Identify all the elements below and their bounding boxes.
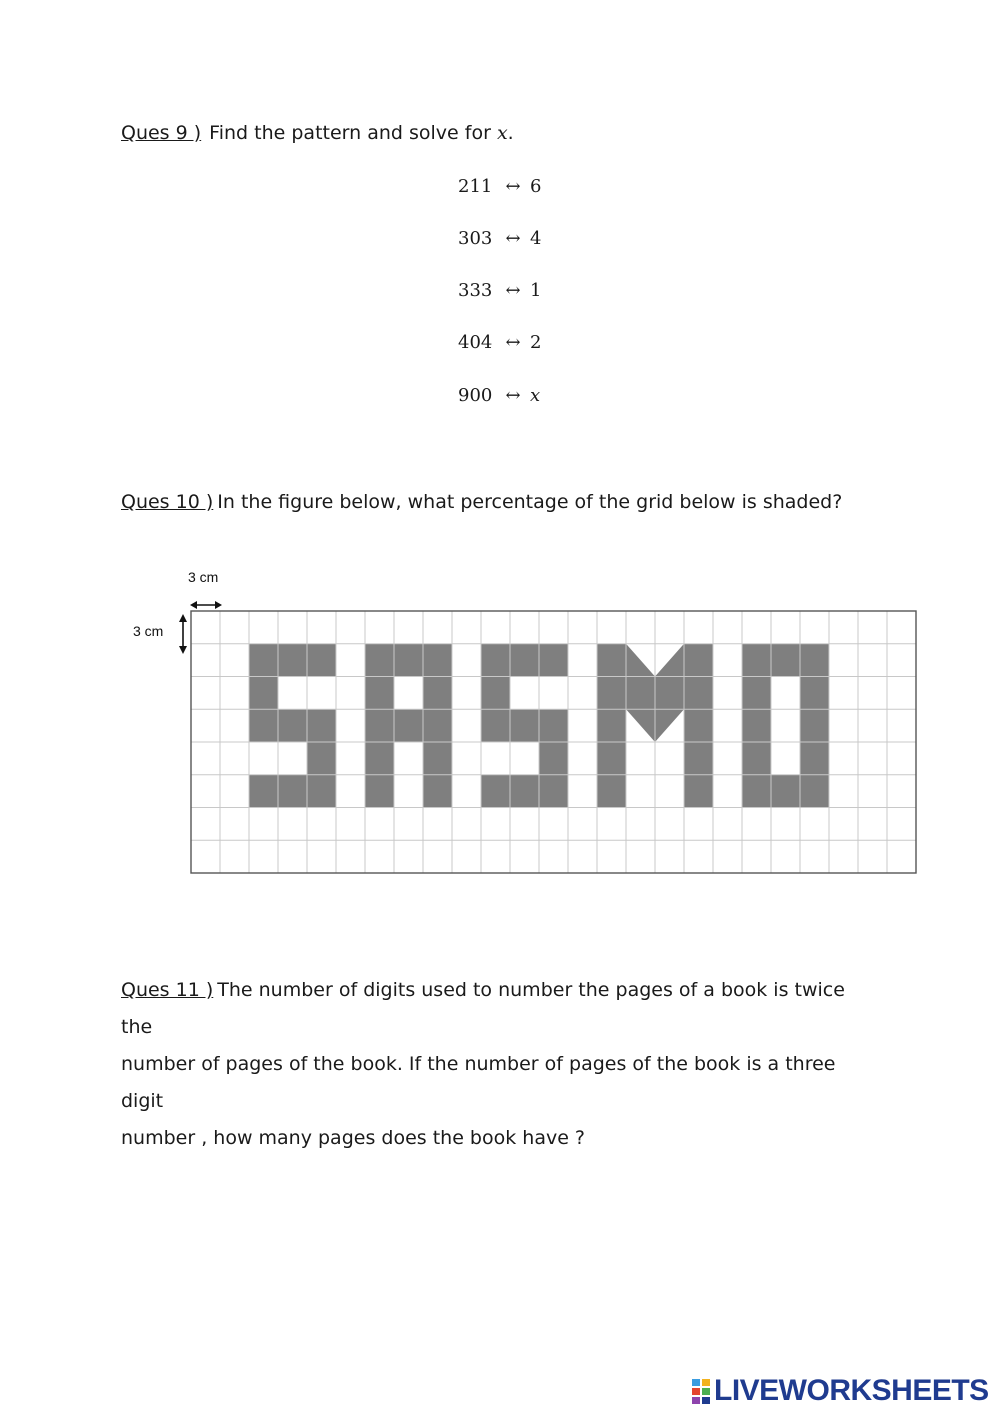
shaded-region: [249, 709, 336, 742]
shaded-region: [800, 677, 829, 775]
q10-prompt: In the figure below, what percentage of the grid below is shaded?: [217, 491, 843, 513]
double-arrow-icon: ↔: [505, 332, 521, 353]
double-arrow-icon: ↔: [505, 385, 521, 406]
q9-label: Ques 9 ): [121, 122, 202, 144]
pattern-input: 900: [458, 385, 493, 406]
q11-line-2: number of pages of the book. If the number of pages of the book is a three digit: [121, 1053, 836, 1112]
pattern-output: 2: [530, 332, 542, 353]
double-arrow-icon: ↔: [505, 280, 521, 301]
width-dimension-arrow-icon: [190, 601, 222, 609]
q9-prompt-end: .: [507, 122, 514, 144]
double-arrow-icon: ↔: [505, 176, 521, 197]
shaded-region: [742, 775, 829, 808]
q10-label: Ques 10 ): [121, 491, 214, 513]
shaded-region: [684, 644, 713, 808]
pattern-input: 333: [458, 280, 493, 301]
shaded-region: [249, 644, 336, 677]
q9-prompt: Find the pattern and solve for: [209, 122, 497, 144]
shaded-region: [481, 775, 568, 808]
q9-variable: x: [496, 122, 508, 144]
q11-label: Ques 11 ): [121, 979, 214, 1001]
pattern-output-unknown: x: [530, 385, 541, 406]
height-dimension-label: 3 cm: [133, 623, 164, 639]
shaded-region: [597, 644, 626, 808]
pattern-output: 6: [530, 176, 542, 197]
shaded-region: [742, 644, 829, 677]
pattern-output: 4: [530, 228, 542, 249]
shaded-region: [249, 775, 336, 808]
shaded-region: [481, 644, 568, 677]
q11-line-3: number , how many pages does the book have ?: [121, 1127, 586, 1149]
width-dimension-label: 3 cm: [188, 569, 219, 585]
pattern-input: 404: [458, 332, 493, 353]
brand-name: LIVEWORKSHEETS: [714, 1374, 989, 1407]
height-dimension-arrow-icon: [179, 614, 187, 654]
pattern-input: 303: [458, 228, 493, 249]
pattern-output: 1: [530, 280, 542, 301]
shaded-region: [365, 644, 452, 677]
pattern-input: 211: [458, 176, 493, 197]
shaded-region: [365, 709, 452, 742]
liveworksheets-logo: [692, 1374, 989, 1408]
shaded-region: [481, 709, 568, 742]
shaded-region: [742, 677, 771, 775]
liveworksheets-logo-icon: [692, 1377, 712, 1405]
q11-line-1: The number of digits used to number the pages of a book is twice the: [121, 979, 845, 1038]
double-arrow-icon: ↔: [505, 228, 521, 249]
q11-question: [121, 972, 881, 1157]
